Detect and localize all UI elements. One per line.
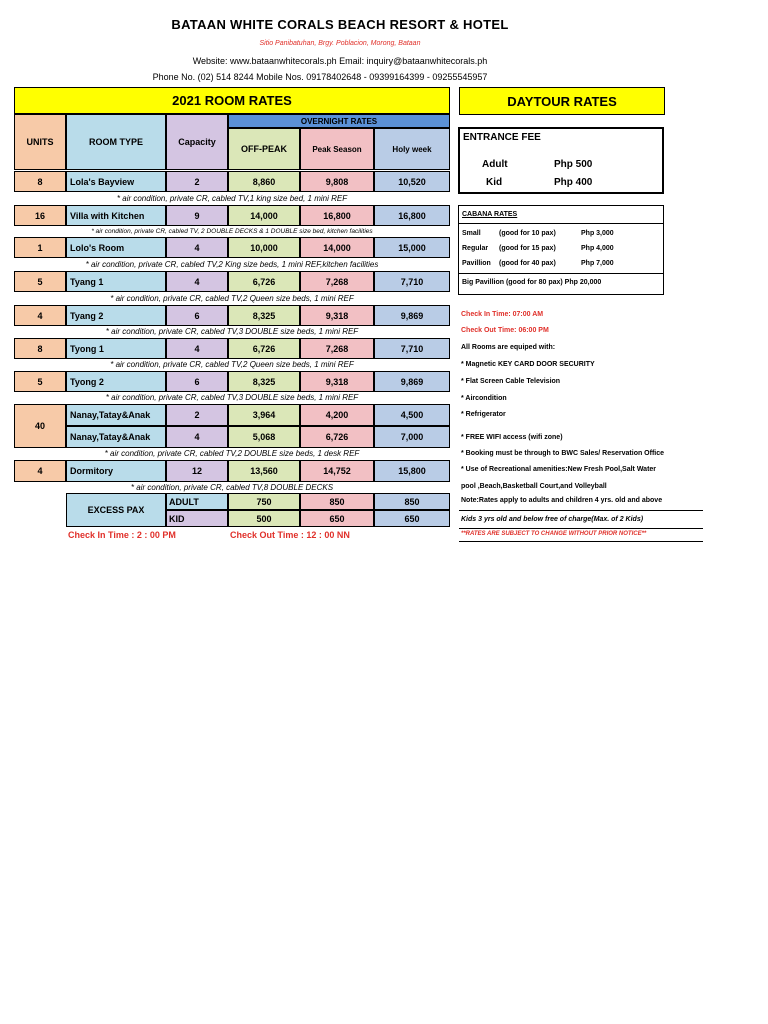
cabana-pax: (good for 10 pax) (499, 230, 556, 237)
check-out-time: Check Out Time : 12 : 00 NN (230, 530, 350, 540)
room-name-cell: Villa with Kitchen (66, 205, 166, 226)
capacity-cell: 2 (166, 404, 228, 426)
entrance-fee-label: ENTRANCE FEE (463, 132, 541, 143)
off-peak-rate: 750 (228, 493, 300, 510)
capacity-cell: 6 (166, 305, 228, 326)
adult-fee-label: Adult (482, 159, 508, 170)
amenity-line: * Flat Screen Cable Television (461, 378, 561, 385)
amenity-line: * Aircondition (461, 395, 507, 402)
off-peak-rate: 3,964 (228, 404, 300, 426)
kid-label: KID (166, 510, 228, 527)
cabana-name: Pavillion (462, 260, 491, 267)
off-peak-rate: 6,726 (228, 338, 300, 359)
capacity-header: Capacity (166, 114, 228, 170)
holy-week-rate: 7,000 (374, 426, 450, 448)
room-amenities-note: * air condition, private CR, cabled TV,2 Queen size beds, 1 mini REF (110, 360, 354, 369)
room-amenities-note: * air condition, private CR, cabled TV,2 DOUBLE size beds, 1 desk REF (104, 449, 360, 458)
peak-rate: 7,268 (300, 338, 374, 359)
amenity-line: * Magnetic KEY CARD DOOR SECURITY (461, 361, 595, 368)
website-email-line: Website: www.bataanwhitecorals.ph Email: inquiry@bataanwhitecorals.ph (192, 56, 488, 66)
capacity-cell: 4 (166, 426, 228, 448)
room-amenities-note: * air condition, private CR, cabled TV,3 DOUBLE size beds, 1 mini REF (105, 393, 359, 402)
holy-week-rate: 7,710 (374, 338, 450, 359)
room-name-cell: Tyong 1 (66, 338, 166, 359)
peak-rate: 16,800 (300, 205, 374, 226)
holy-week-rate: 9,869 (374, 305, 450, 326)
units-cell: 1 (14, 237, 66, 258)
holy-week-rate: 7,710 (374, 271, 450, 292)
room-name-cell: Tyang 1 (66, 271, 166, 292)
amenity-line: All Rooms are equiped with: (461, 344, 556, 351)
peak-rate: 650 (300, 510, 374, 527)
cabana-price: Php 7,000 (581, 260, 614, 267)
peak-rate: 9,318 (300, 305, 374, 326)
off-peak-rate: 6,726 (228, 271, 300, 292)
peak-rate: 9,808 (300, 171, 374, 192)
off-peak-rate: 14,000 (228, 205, 300, 226)
peak-rate: 14,752 (300, 460, 374, 482)
cabana-name: Regular (462, 245, 489, 252)
room-name-cell: Lolo's Room (66, 237, 166, 258)
cabana-pax: (good for 15 pax) (499, 245, 556, 252)
rates-note: Note:Rates apply to adults and children 4 yrs. old and above (461, 497, 663, 504)
units-cell: 40 (14, 404, 66, 448)
kid-fee-label: Kid (486, 177, 503, 188)
room-name-cell: Tyong 2 (66, 371, 166, 392)
off-peak-rate: 5,068 (228, 426, 300, 448)
peak-rate: 14,000 (300, 237, 374, 258)
holy-week-rate: 15,000 (374, 237, 450, 258)
entrance-fee-box (458, 127, 664, 194)
holy-week-rate: 650 (374, 510, 450, 527)
adult-fee-price: Php 500 (554, 159, 593, 170)
holy-week-rate: 16,800 (374, 205, 450, 226)
room-amenities-note: * air condition, private CR, cabled TV, 2 DOUBLE DECKS & 1 DOUBLE size bed, kitchen facilities (91, 227, 373, 235)
daytour-check-out: Check Out Time: 06:00 PM (461, 327, 549, 334)
capacity-cell: 2 (166, 171, 228, 192)
room-name-cell: Nanay,Tatay&Anak (66, 404, 166, 426)
peak-rate: 6,726 (300, 426, 374, 448)
resort-title: BATAAN WHITE CORALS BEACH RESORT & HOTEL (171, 17, 509, 32)
cabana-price: Php 3,000 (581, 230, 614, 237)
capacity-cell: 4 (166, 237, 228, 258)
capacity-cell: 4 (166, 338, 228, 359)
resort-address: Sitio Panibatuhan, Brgy. Poblacion, Morong, Bataan (259, 40, 421, 47)
room-amenities-note: * air condition, private CR, cabled TV,2 King size beds, 1 mini REF,kitchen facilities (85, 260, 379, 269)
adult-label: ADULT (166, 493, 228, 510)
units-header: UNITS (14, 114, 66, 170)
peak-season-header: Peak Season (300, 128, 374, 170)
daytour-check-in: Check In Time: 07:00 AM (461, 311, 544, 318)
units-cell: 16 (14, 205, 66, 226)
excess-pax-label: EXCESS PAX (66, 493, 166, 527)
peak-rate: 9,318 (300, 371, 374, 392)
room-amenities-note: * air condition, private CR, cabled TV,3 DOUBLE size beds, 1 mini REF (105, 327, 359, 336)
amenity-line: * FREE WIFI access (wifi zone) (461, 434, 563, 441)
daytour-rates-title: DAYTOUR RATES (459, 87, 665, 115)
cabana-name: Small (462, 230, 481, 237)
holy-week-rate: 4,500 (374, 404, 450, 426)
room-name-cell: Nanay,Tatay&Anak (66, 426, 166, 448)
capacity-cell: 4 (166, 271, 228, 292)
units-cell: 5 (14, 271, 66, 292)
room-rates-title: 2021 ROOM RATES (14, 87, 450, 114)
units-cell: 4 (14, 305, 66, 326)
note-divider (459, 528, 703, 529)
rates-notice: **RATES ARE SUBJECT TO CHANGE WITHOUT PRIOR NOTICE** (461, 531, 647, 537)
room-name-cell: Tyang 2 (66, 305, 166, 326)
note-divider (459, 541, 703, 542)
cabana-divider (459, 273, 663, 274)
amenity-line: * Use of Recreational amenities:New Fresh Pool,Salt Water (461, 466, 657, 473)
amenity-line: * Booking must be through to BWC Sales/ Reservation Office (461, 450, 665, 457)
room-amenities-note: * air condition, private CR, cabled TV,1 king size bed, 1 mini REF (116, 194, 348, 203)
amenity-line: * Refrigerator (461, 411, 506, 418)
big-pavillion-rate: Big Pavillion (good for 80 pax) Php 20,000 (462, 279, 602, 286)
cabana-pax: (good for 40 pax) (499, 260, 556, 267)
units-cell: 5 (14, 371, 66, 392)
room-name-cell: Lola's Bayview (66, 171, 166, 192)
kid-fee-price: Php 400 (554, 177, 593, 188)
amenity-line: pool ,Beach,Basketball Court,and Volleyball (461, 483, 607, 490)
room-amenities-note: * air condition, private CR, cabled TV,2 Queen size beds, 1 mini REF (110, 294, 354, 303)
cabana-divider (459, 223, 663, 224)
check-in-time: Check In Time : 2 : 00 PM (68, 530, 176, 540)
holy-week-rate: 9,869 (374, 371, 450, 392)
holy-week-header: Holy week (374, 128, 450, 170)
holy-week-rate: 10,520 (374, 171, 450, 192)
overnight-rates-header: OVERNIGHT RATES (228, 114, 450, 128)
off-peak-rate: 10,000 (228, 237, 300, 258)
off-peak-header: OFF-PEAK (228, 128, 300, 170)
units-cell: 8 (14, 338, 66, 359)
peak-rate: 7,268 (300, 271, 374, 292)
capacity-cell: 6 (166, 371, 228, 392)
cabana-rates-label: CABANA RATES (462, 211, 518, 218)
note-divider (459, 510, 703, 511)
off-peak-rate: 8,860 (228, 171, 300, 192)
units-cell: 4 (14, 460, 66, 482)
room-amenities-note: * air condition, private CR, cabled TV,8 DOUBLE DECKS (130, 483, 334, 492)
capacity-cell: 9 (166, 205, 228, 226)
off-peak-rate: 8,325 (228, 305, 300, 326)
peak-rate: 850 (300, 493, 374, 510)
kids-free-note: Kids 3 yrs old and below free of charge(Max. of 2 Kids) (461, 516, 644, 523)
holy-week-rate: 850 (374, 493, 450, 510)
off-peak-rate: 13,560 (228, 460, 300, 482)
holy-week-rate: 15,800 (374, 460, 450, 482)
peak-rate: 4,200 (300, 404, 374, 426)
cabana-rates-box (458, 205, 664, 295)
cabana-price: Php 4,000 (581, 245, 614, 252)
phone-line: Phone No. (02) 514 8244 Mobile Nos. 09178402648 - 09399164399 - 09255545957 (152, 72, 488, 82)
off-peak-rate: 8,325 (228, 371, 300, 392)
units-cell: 8 (14, 171, 66, 192)
off-peak-rate: 500 (228, 510, 300, 527)
capacity-cell: 12 (166, 460, 228, 482)
room-name-cell: Dormitory (66, 460, 166, 482)
room-type-header: ROOM TYPE (66, 114, 166, 170)
